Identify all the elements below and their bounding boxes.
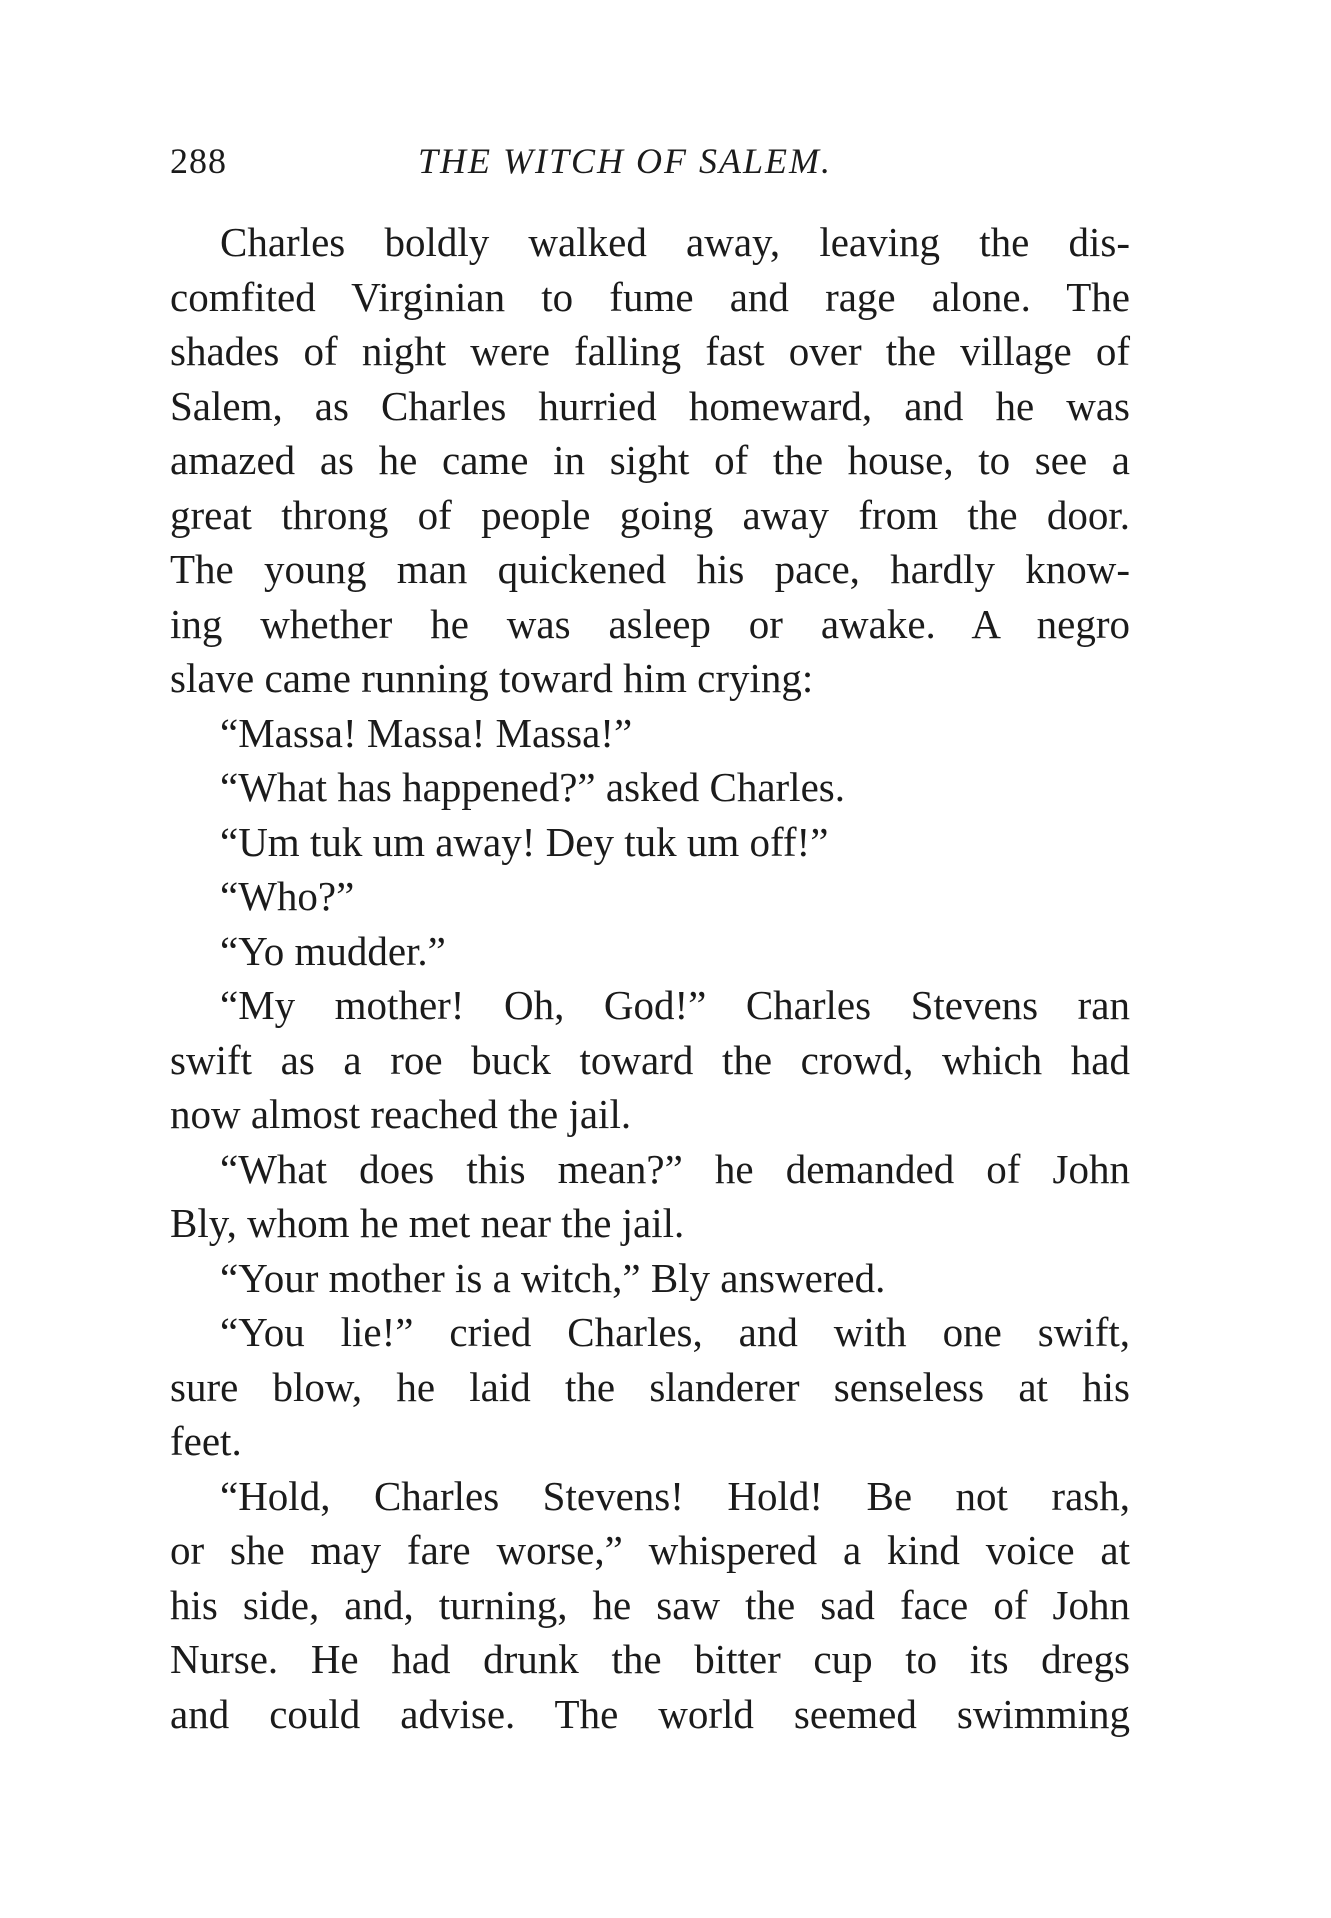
text-line: now almost reached the jail. — [170, 1091, 632, 1137]
text-line: swift as a roe buck toward the crowd, which had — [170, 1036, 1130, 1083]
text-line: feet. — [170, 1418, 242, 1464]
running-title: THE WITCH OF SALEM. — [418, 141, 832, 181]
text-line: or she may fare worse,” whispered a kind voice at — [170, 1527, 1130, 1573]
text-line: “Yo mudder.” — [220, 927, 446, 974]
page-header — [170, 140, 1130, 200]
text-line: his side, and, turning, he saw the sad face of John — [170, 1581, 1130, 1628]
text-line: comfited Virginian to fume and rage alone. The — [170, 273, 1130, 320]
text-line: Nurse. He had drunk the bitter cup to its dregs — [170, 1636, 1130, 1682]
text-line: great throng of people going away from the door. — [170, 491, 1130, 538]
text-line: “Massa! Massa! Massa!” — [220, 709, 633, 756]
text-line: The young man quickened his pace, hardly know- — [170, 546, 1130, 592]
text-line: “What does this mean?” he demanded of John — [220, 1145, 1130, 1192]
text-line: Bly, whom he met near the jail. — [170, 1200, 685, 1246]
text-line: shades of night were falling fast over the village of — [170, 328, 1130, 374]
text-line: “My mother! Oh, God!” Charles Stevens ran — [220, 982, 1130, 1028]
text-line: “What has happened?” asked Charles. — [220, 764, 845, 810]
text-line: amazed as he came in sight of the house, to see a — [170, 437, 1130, 483]
text-line: “You lie!” cried Charles, and with one swift, — [220, 1309, 1130, 1355]
page-number: 288 — [170, 141, 227, 181]
text-line: “Your mother is a witch,” Bly answered. — [220, 1254, 886, 1301]
text-line: Charles boldly walked away, leaving the dis- — [220, 219, 1130, 265]
text-line: “Hold, Charles Stevens! Hold! Be not rash, — [220, 1472, 1130, 1519]
text-line: and could advise. The world seemed swimming — [170, 1690, 1130, 1737]
text-line: ing whether he was asleep or awake. A negro — [170, 600, 1130, 647]
text-line: “Who?” — [220, 873, 355, 919]
body-text — [170, 215, 1130, 1741]
text-line: “Um tuk um away! Dey tuk um off!” — [220, 818, 829, 865]
text-line: slave came running toward him crying: — [170, 655, 814, 701]
text-line: Salem, as Charles hurried homeward, and he was — [170, 382, 1130, 429]
text-line: sure blow, he laid the slanderer senseless at his — [170, 1363, 1130, 1410]
